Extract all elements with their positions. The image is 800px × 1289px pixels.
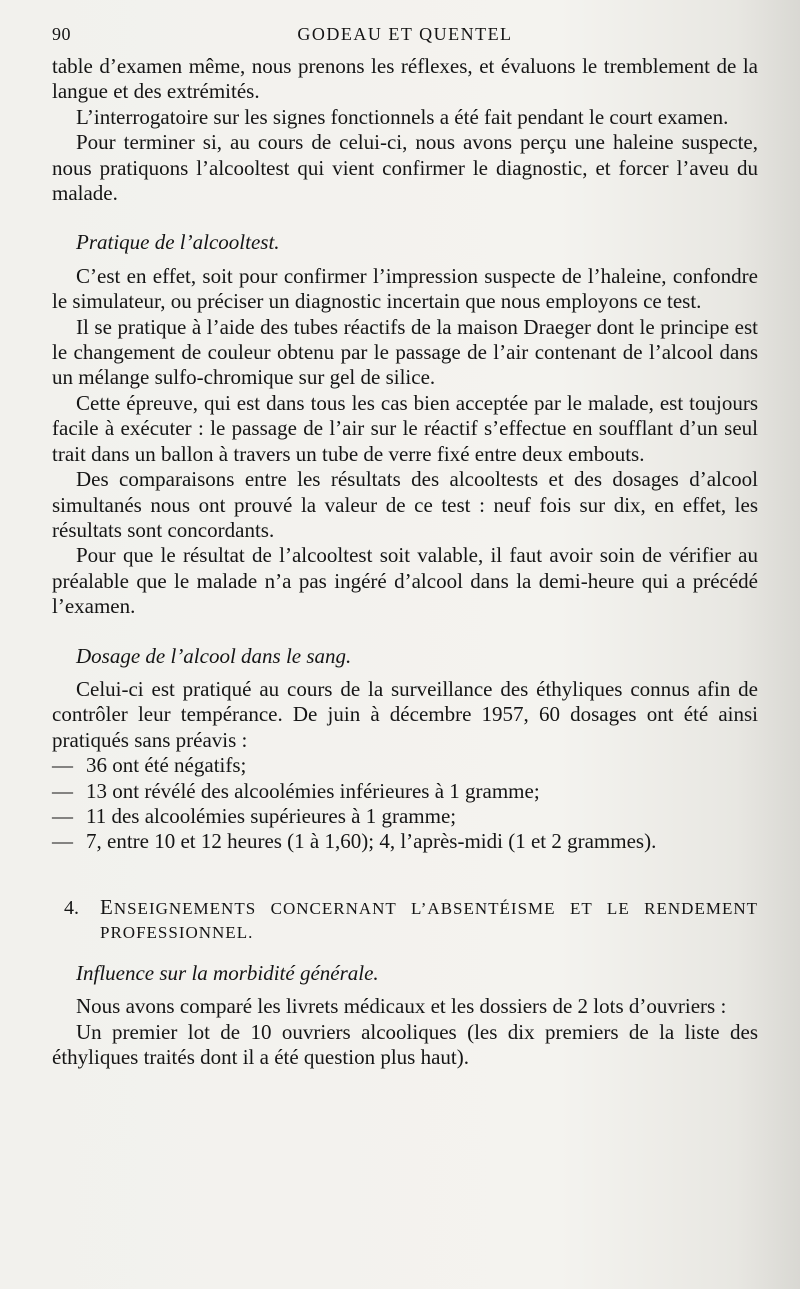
list-item-text: 13 ont révélé des alcoolémies inférieures à 1 gramme; [86,778,540,803]
paragraph: table d’examen même, nous prenons les réflexes, et évaluons le tremblement de la langue et des extrémités. [52,54,758,104]
body-text [52,54,758,1070]
paragraph: Pour terminer si, au cours de celui-ci, nous avons perçu une haleine suspecte, nous pratiquons l’alcooltest qui vient confirmer le diagnostic, et forcer l’aveu du malade. [52,130,758,206]
list-item-text: 11 des alcoolémies supérieures à 1 gramme; [86,803,457,828]
section-number: 4. [64,896,79,919]
paragraph: C’est en effet, soit pour confirmer l’impression suspecte de l’haleine, confondre le simulateur, ou préciser un diagnostic incertain que nous employons ce test. [52,263,758,314]
page-header [52,18,758,54]
list-item [52,753,758,778]
results-list [52,753,758,855]
dash-mark: — [52,829,73,854]
running-head: GODEAU ET QUENTEL [297,24,513,44]
list-item [52,804,758,829]
paragraph: L’interrogatoire sur les signes fonctionnels a été fait pendant le court examen. [76,104,729,129]
list-item [52,829,758,854]
paragraph: Des comparaisons entre les résultats des alcooltests et des dosages d’alcool simultanés nous ont prouvé la valeur de ce test : neuf fois sur dix, en effet, les résultats sont concordants. [52,467,758,542]
dash-mark: — [52,803,73,828]
section-title-text: NSEIGNEMENTS CONCERNANT L’ABSENTÉISME ET LE RENDEMENT PROFESSIONNEL. [100,898,758,942]
paragraph: Celui-ci est pratiqué au cours de la surveillance des éthyliques connus afin de contrôler leur tempérance. De juin à décembre 1957, 60 dosages ont été ainsi pratiqués sans préavis : [52,676,758,752]
dash-mark: — [52,778,73,803]
section-title-initial: E [100,894,114,919]
dash-mark: — [52,753,73,778]
paragraph: Il se pratique à l’aide des tubes réactifs de la maison Draeger dont le principe est le changement de couleur obtenu par le passage de l’air contenant de l’alcool dans un mélange sulfo-chromique sur gel de silice. [52,314,758,390]
subheading-alcooltest: Pratique de l’alcooltest. [76,230,280,255]
book-page [52,18,758,1070]
paragraph: Pour que le résultat de l’alcooltest soit valable, il faut avoir soin de vérifier au préalable que le malade n’a pas ingéré d’alcool dans la demi-heure qui a précédé l’examen. [52,543,758,619]
subheading-dosage: Dosage de l’alcool dans le sang. [76,643,352,668]
section-4-title [64,895,758,945]
list-item [52,779,758,804]
subheading-morbidite: Influence sur la morbidité générale. [76,960,379,985]
list-item-text: 7, entre 10 et 12 heures (1 à 1,60); 4, l’après-midi (1 et 2 grammes). [86,829,657,854]
list-item-text: 36 ont été négatifs; [86,753,247,778]
paragraph: Nous avons comparé les livrets médicaux et les dossiers de 2 lots d’ouvriers : [76,994,727,1019]
paragraph: Un premier lot de 10 ouvriers alcooliques (les dix premiers de la liste des éthyliques traités dont il a été question plus haut). [52,1019,758,1069]
paragraph: Cette épreuve, qui est dans tous les cas bien acceptée par le malade, est toujours facile à exécuter : le passage de l’air sur le réactif s’effectue en soufflant d’un seul trait dans un ballon à travers un tube de verre fixé entre deux embouts. [52,390,758,466]
page-number: 90 [52,24,71,44]
